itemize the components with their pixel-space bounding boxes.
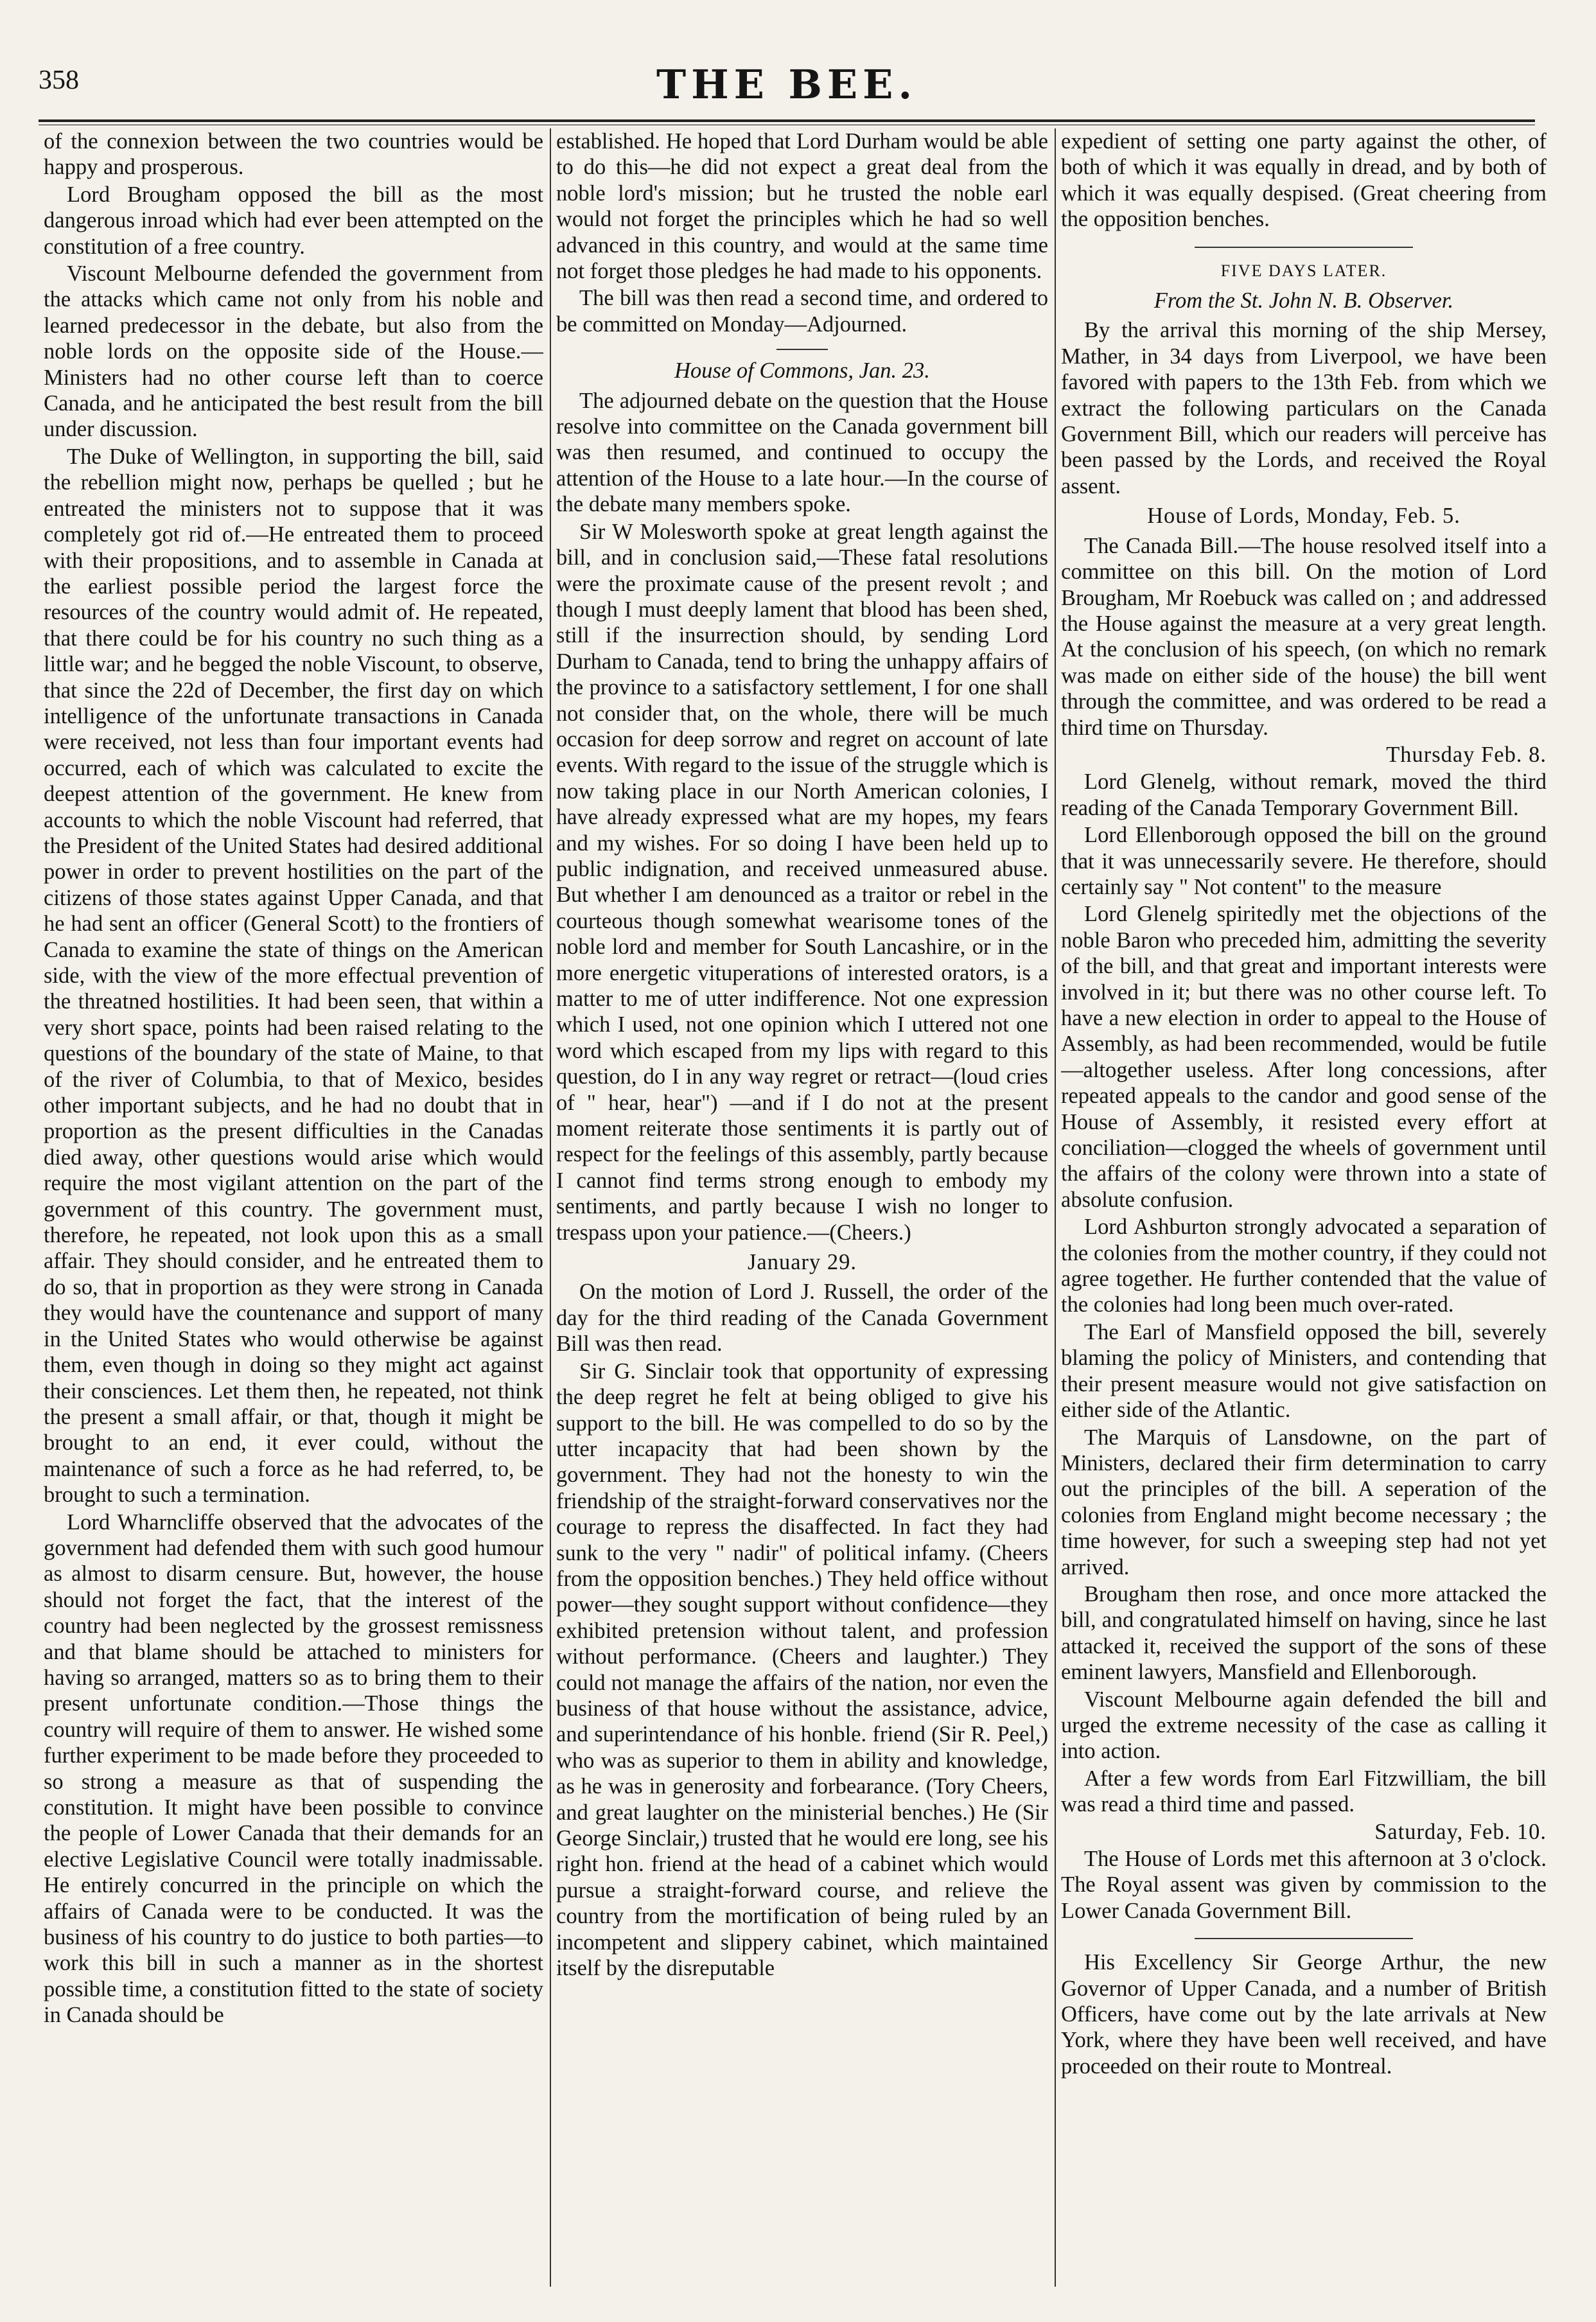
column-divider: [1055, 128, 1056, 2287]
masthead-title: THE BEE.: [656, 61, 918, 108]
paragraph: Lord Ellenborough opposed the bill on the ground that it was unnecessarily severe. He therefore, should certainly say " Not content" to the measure: [1061, 823, 1547, 899]
column-1: [44, 128, 543, 2300]
paragraph: The Duke of Wellington, in supporting the bill, said the rebellion might now, perhaps be quelled ; but he entreated the ministers not to suppose that it was completely got rid of.—He entreated them to proceed with their propositions, and to assemble in Canada at the earliest possible period the largest force the resources of the country would admit of. He repeated, that there could be for his country no such thing as a little war; and he begged the noble Viscount, to observe, that since the 22d of December, the first day on which intelligence of the unfortunate transactions in Canada were received, not less than four important events had occurred, each of which was calculated to excite the deepest attention of the government. He knew from accounts to which the noble Viscount had referred, that the President of the United States had desired additional power in order to prevent hostilities on the part of the citizens of those states against Upper Canada, and that he had sent an officer (General Scott) to the frontiers of Canada to examine the state of things on the American side, with the view of the more effectual prevention of the threatned hostilities. It had been seen, that within a very short space, points had been raised relating to the questions of the boundary of the state of Maine, to that of the river of Columbia, to that of Mexico, besides other important subjects, and he had no doubt that in proportion as the present difficulties in the Canadas died away, other questions would arise which would require the most vigilant attention on the part of the government of this country. The government must, therefore, he repeated, not look upon this as a small affair. They should consider, and he entreated them to do so, that in proportion as they were strong in Canada they would have the countenance and support of many in the United States who would otherwise be against them, even though in doing so they might act against their consciences. Let them then, he repeated, not think the present a small affair, or that, though it might be brought to an end, it ever could, without the maintenance of such a force as he had referred, to, be brought to such a termination.: [44, 444, 543, 1508]
paragraph: His Excellency Sir George Arthur, the new Governor of Upper Canada, and a number of British Officers, have come out by the late arrivals at New York, where they have been well received, and have proceeded on their route to Montreal.: [1061, 1950, 1547, 2079]
paragraph: Lord Brougham opposed the bill as the most dangerous inroad which had ever been attempted on the constitution of a free country.: [44, 182, 543, 259]
paragraph: After a few words from Earl Fitzwilliam, the bill was read a third time and passed.: [1061, 1766, 1547, 1817]
dateline: Saturday, Feb. 10.: [1374, 1819, 1547, 1844]
paragraph: The bill was then read a second time, and ordered to be committed on Monday—Adjourned.: [556, 286, 1048, 337]
paragraph: Brougham then rose, and once more attacked the bill, and congratulated himself on having, since he last attacked it, received the support of the sons of these eminent lawyers, Mansfield and Ellenborough.: [1061, 1581, 1547, 1685]
page-number: 358: [39, 66, 79, 95]
header-rule: [39, 119, 1535, 122]
paragraph: The Earl of Mansfield opposed the bill, severely blaming the policy of Ministers, and contending that their present measure would not give satisfaction on either side of the Atlantic.: [1061, 1319, 1547, 1423]
section-rule: [1195, 247, 1413, 248]
dateline: Thursday Feb. 8.: [1386, 742, 1547, 767]
paragraph: Viscount Melbourne again defended the bill and urged the extreme necessity of the case as calling it into action.: [1061, 1687, 1547, 1764]
paragraph: The Marquis of Lansdowne, on the part of Ministers, declared their firm determination to carry out the principles of the bill. A seperation of the colonies from England might become necessary ; the time however, for such a sweeping step had not yet arrived.: [1061, 1425, 1547, 1579]
paragraph: The adjourned debate on the question that the House resolve into committee on the Canada government bill was then resumed, and continued to occupy the attention of the House to a late hour.—In the course of the debate many members spoke.: [556, 388, 1048, 517]
paragraph: The House of Lords met this afternoon at 3 o'clock. The Royal assent was given by commission to the Lower Canada Government Bill.: [1061, 1847, 1547, 1923]
paragraph: of the connexion between the two countries would be happy and prosperous.: [44, 129, 543, 180]
column-2: [556, 128, 1048, 2300]
page-header: [39, 61, 1535, 112]
paragraph: expedient of setting one party against the other, of both of which it was equally in dread, and by both of which it was equally despised. (Great cheering from the opposition benches.: [1061, 129, 1547, 232]
paragraph: Sir W Molesworth spoke at great length against the bill, and in conclusion said,—These fatal resolutions were the proximate cause of the present revolt ; and though I must deeply lament that blood has been shed, still if the insurrection should, by sending Lord Durham to Canada, tend to bring the unhappy affairs of the province to a satisfactory settlement, I for one shall not consider that, on the whole, there will be much occasion for deep sorrow and regret on account of late events. With regard to the issue of the struggle which is now taking place in our North American colonies, I have already expressed what are my hopes, my fears and my wishes. For so doing I have been held up to public indignation, and received unmeasured abuse. But whether I am denounced as a traitor or rebel in the courteous though somewhat wearisome tones of the noble lord and member for South Lancashire, or in the more energetic vituperations of interested orators, is a matter to me of utter indifference. Not one expression which I used, not one opinion which I uttered not one word which escaped from my lips with regard to this question, do I in any way regret or retract—(loud cries of " hear, hear") —and if I do not at the present moment reiterate those sentiments it is partly out of respect for the feelings of this assembly, partly because I cannot find terms strong enough to embody my sentiments, and partly because I wish no longer to trespass upon your patience.—(Cheers.): [556, 519, 1048, 1245]
paragraph: Lord Glenelg spiritedly met the objections of the noble Baron who preceded him, admitting the severity of the bill, and that great and important interests were involved in it; but there was no other course left. To have a new election in order to appeal to the House of Assembly, as had been recommended, would be futile—altogether useless. After long concessions, after repeated appeals to the candor and good sense of the House of Assembly, it resisted every effort at conciliation—clogged the wheels of government until the affairs of the colony were thrown into a state of absolute confusion.: [1061, 902, 1547, 1212]
paragraph: Viscount Melbourne defended the government from the attacks which came not only from his noble and learned predecessor in the debate, but also from the noble lords on the opposite side of the House.—Ministers had no other course left than to coerce Canada, and he anticipated the best result from the bill under discussion.: [44, 261, 543, 442]
paragraph: The Canada Bill.—The house resolved itself into a committee on this bill. On the motion of Lord Brougham, Mr Roebuck was called on ; and addressed the House against the measure at a very great length. At the conclusion of his speech, (on which no remark was made on either side of the house) the bill went through the committee, and was ordered to be read a third time on Thursday.: [1061, 533, 1547, 740]
column-3: [1061, 128, 1547, 2300]
paragraph: Sir G. Sinclair took that opportunity of expressing the deep regret he felt at being obliged to give his support to the bill. He was compelled to do so by the utter incapacity that had been shown by the government. They had not the honesty to win the friendship of the straight-forward conservatives nor the courage to repress the disaffected. In fact they had sunk to the very " nadir" of political infamy. (Cheers from the opposition benches.) They held office without power—they sought support without confidence—they exhibited pretension without talent, and profession without performance. (Cheers and laughter.) They could not manage the affairs of the nation, nor even the business of that house without the assistance, advice, and superintendance of his honble. friend (Sir R. Peel,) who was as superior to them in ability and knowledge, as he was in generosity and forbearance. (Tory Cheers, and great laughter on the ministerial benches.) He (Sir George Sinclair,) trusted that he would ere long, see his right hon. friend at the head of a cabinet which would pursue a straight-forward course, and relieve the country from the mortification of being ruled by an incompetent and slippery cabinet, which maintained itself by the disreputable: [556, 1359, 1048, 1981]
article-title: FIVE DAYS LATER.: [1220, 261, 1387, 280]
paragraph: Lord Ashburton strongly advocated a separation of the colonies from the mother country, if they could not agree together. He further contended that the value of the colonies had long been much over-rated.: [1061, 1215, 1547, 1317]
section-heading: House of Lords, Monday, Feb. 5.: [1147, 504, 1460, 529]
paragraph: Lord Glenelg, without remark, moved the third reading of the Canada Temporary Government Bill.: [1061, 770, 1547, 820]
column-divider: [550, 128, 551, 2287]
section-heading: House of Commons, Jan. 23.: [674, 358, 930, 383]
paragraph: established. He hoped that Lord Durham would be able to do this—he did not expect a great deal from the noble lord's mission; but he trusted the noble earl would not forget the principles which he had so well advanced in this country, and would at the same time not forget those pledges he had made to his opponents.: [556, 129, 1048, 284]
paragraph: Lord Wharncliffe observed that the advocates of the government had defended them with such good humour as almost to disarm censure. But, however, the house should not forget the fact, that the interest of the country had been neglected by the grossest remissness and that blame should be attached to ministers for having so arranged, matters so as to bring them to their present unfortunate condition.—Those things the country will require of them to answer. He wished some further experiment to be made before they proceeded to so strong a measure as that of suspending the constitution. It might have been possible to convince the people of Lower Canada that their demands for an elective Legislative Council were totally inadmissable. He entirely concurred in the principle on which the affairs of Canada were to be conducted. It was the business of his country to do justice to both parties—to work this bill in such a manner as in the shortest possible time, a constitution fitted to the state of society in Canada should be: [44, 1509, 543, 2028]
section-rule: [776, 349, 828, 350]
paragraph: By the arrival this morning of the ship Mersey, Mather, in 34 days from Liverpool, we have been favored with papers to the 13th Feb. from which we extract the following particulars on the Canada Government Bill, which our readers will perceive has been passed by the Lords, and received the Royal assent.: [1061, 318, 1547, 498]
section-rule: [1195, 1938, 1413, 1939]
section-heading: January 29.: [747, 1250, 857, 1275]
paragraph: On the motion of Lord J. Russell, the order of the day for the third reading of the Canada Government Bill was then read.: [556, 1280, 1048, 1357]
article-source: From the St. John N. B. Observer.: [1153, 288, 1454, 313]
